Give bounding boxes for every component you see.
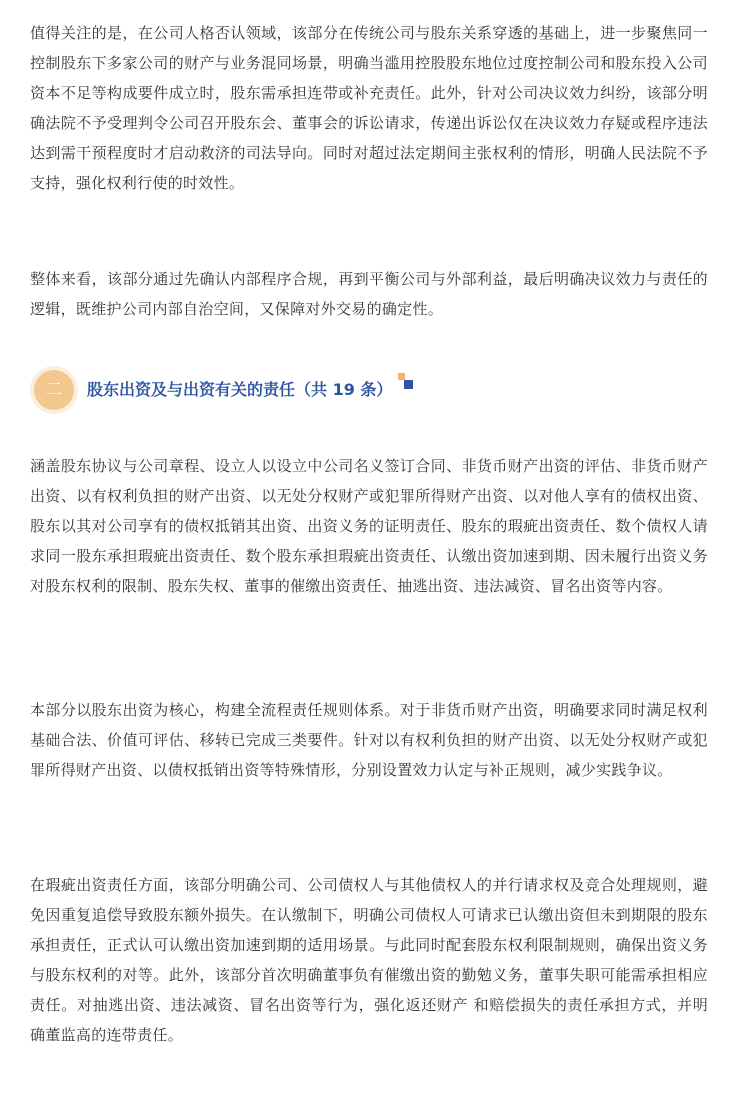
paragraph-corporate-veil: 值得关注的是，在公司人格否认领域，该部分在传统公司与股东关系穿透的基础上，进一步聚焦同一控制股东下多家公司的财产与业务混同场景，明确当滥用控股股东地位过度控制公司和股东投入公司资本不足等构成要件成立时，股东需承担连带或补充责任。此外，针对公司决议效力纠纷，该部分明确法院不予受理判令公司召开股东会、董事会的诉讼请求，传递出诉讼仅在决议效力存疑或程序违法达到需干预程度时才启动救济的司法导向。同时对超过法定期间主张权利的情形，明确人民法院不予支持，强化权利行使的时效性。 <box>30 24 708 192</box>
decorative-square-blue <box>404 380 413 389</box>
section-title: 股东出资及与出资有关的责任（共 19 条） <box>87 380 393 399</box>
paragraph-scope: 涵盖股东协议与公司章程、设立人以设立中公司名义签订合同、非货币财产出资的评估、非货币财产出资、以有权利负担的财产出资、以无处分权财产或犯罪所得财产出资、以对他人享有的债权出资、股东以其对公司享有的债权抵销其出资、出资义务的证明责任、股东的瑕疵出资责任、数个债权人请求同一股东承担瑕疵出资责任、数个股东承担瑕疵出资责任、认缴出资加速到期、因未履行出资义务对股东权利的限制、股东失权、董事的催缴出资责任、抽逃出资、违法减资、冒名出资等内容。 <box>30 457 708 595</box>
section-heading <box>30 366 710 414</box>
paragraph-contribution-rules: 本部分以股东出资为核心，构建全流程责任规则体系。对于非货币财产出资，明确要求同时满足权利基础合法、价值可评估、移转已完成三类要件。针对以有权利负担的财产出资、以无处分权财产或犯罪所得财产出资、以债权抵销出资等特殊情形，分别设置效力认定与补正规则，减少实践争议。 <box>30 701 708 779</box>
paragraph-summary: 整体来看，该部分通过先确认内部程序合规，再到平衡公司与外部利益，最后明确决议效力与责任的逻辑，既维护公司内部自治空间，又保障对外交易的确定性。 <box>30 270 708 318</box>
paragraph-defective-contribution: 在瑕疵出资责任方面，该部分明确公司、公司债权人与其他债权人的并行请求权及竞合处理规则，避免因重复追偿导致股东额外损失。在认缴制下，明确公司债权人可请求已认缴出资但未到期限的股东承担责任，正式认可认缴出资加速到期的适用场景。与此同时配套股东权利限制规则，确保出资义务与股东权利的对等。此外，该部分首次明确董事负有催缴出资的勤勉义务，董事失职可能需承担相应责任。对抽逃出资、违法减资、冒名出资等行为，强化返还财产 和赔偿损失的责任承担方式，并明确董监高的连带责任。 <box>30 876 708 1044</box>
decorative-square-orange <box>398 373 405 380</box>
section-number-badge: 二 <box>34 370 74 410</box>
